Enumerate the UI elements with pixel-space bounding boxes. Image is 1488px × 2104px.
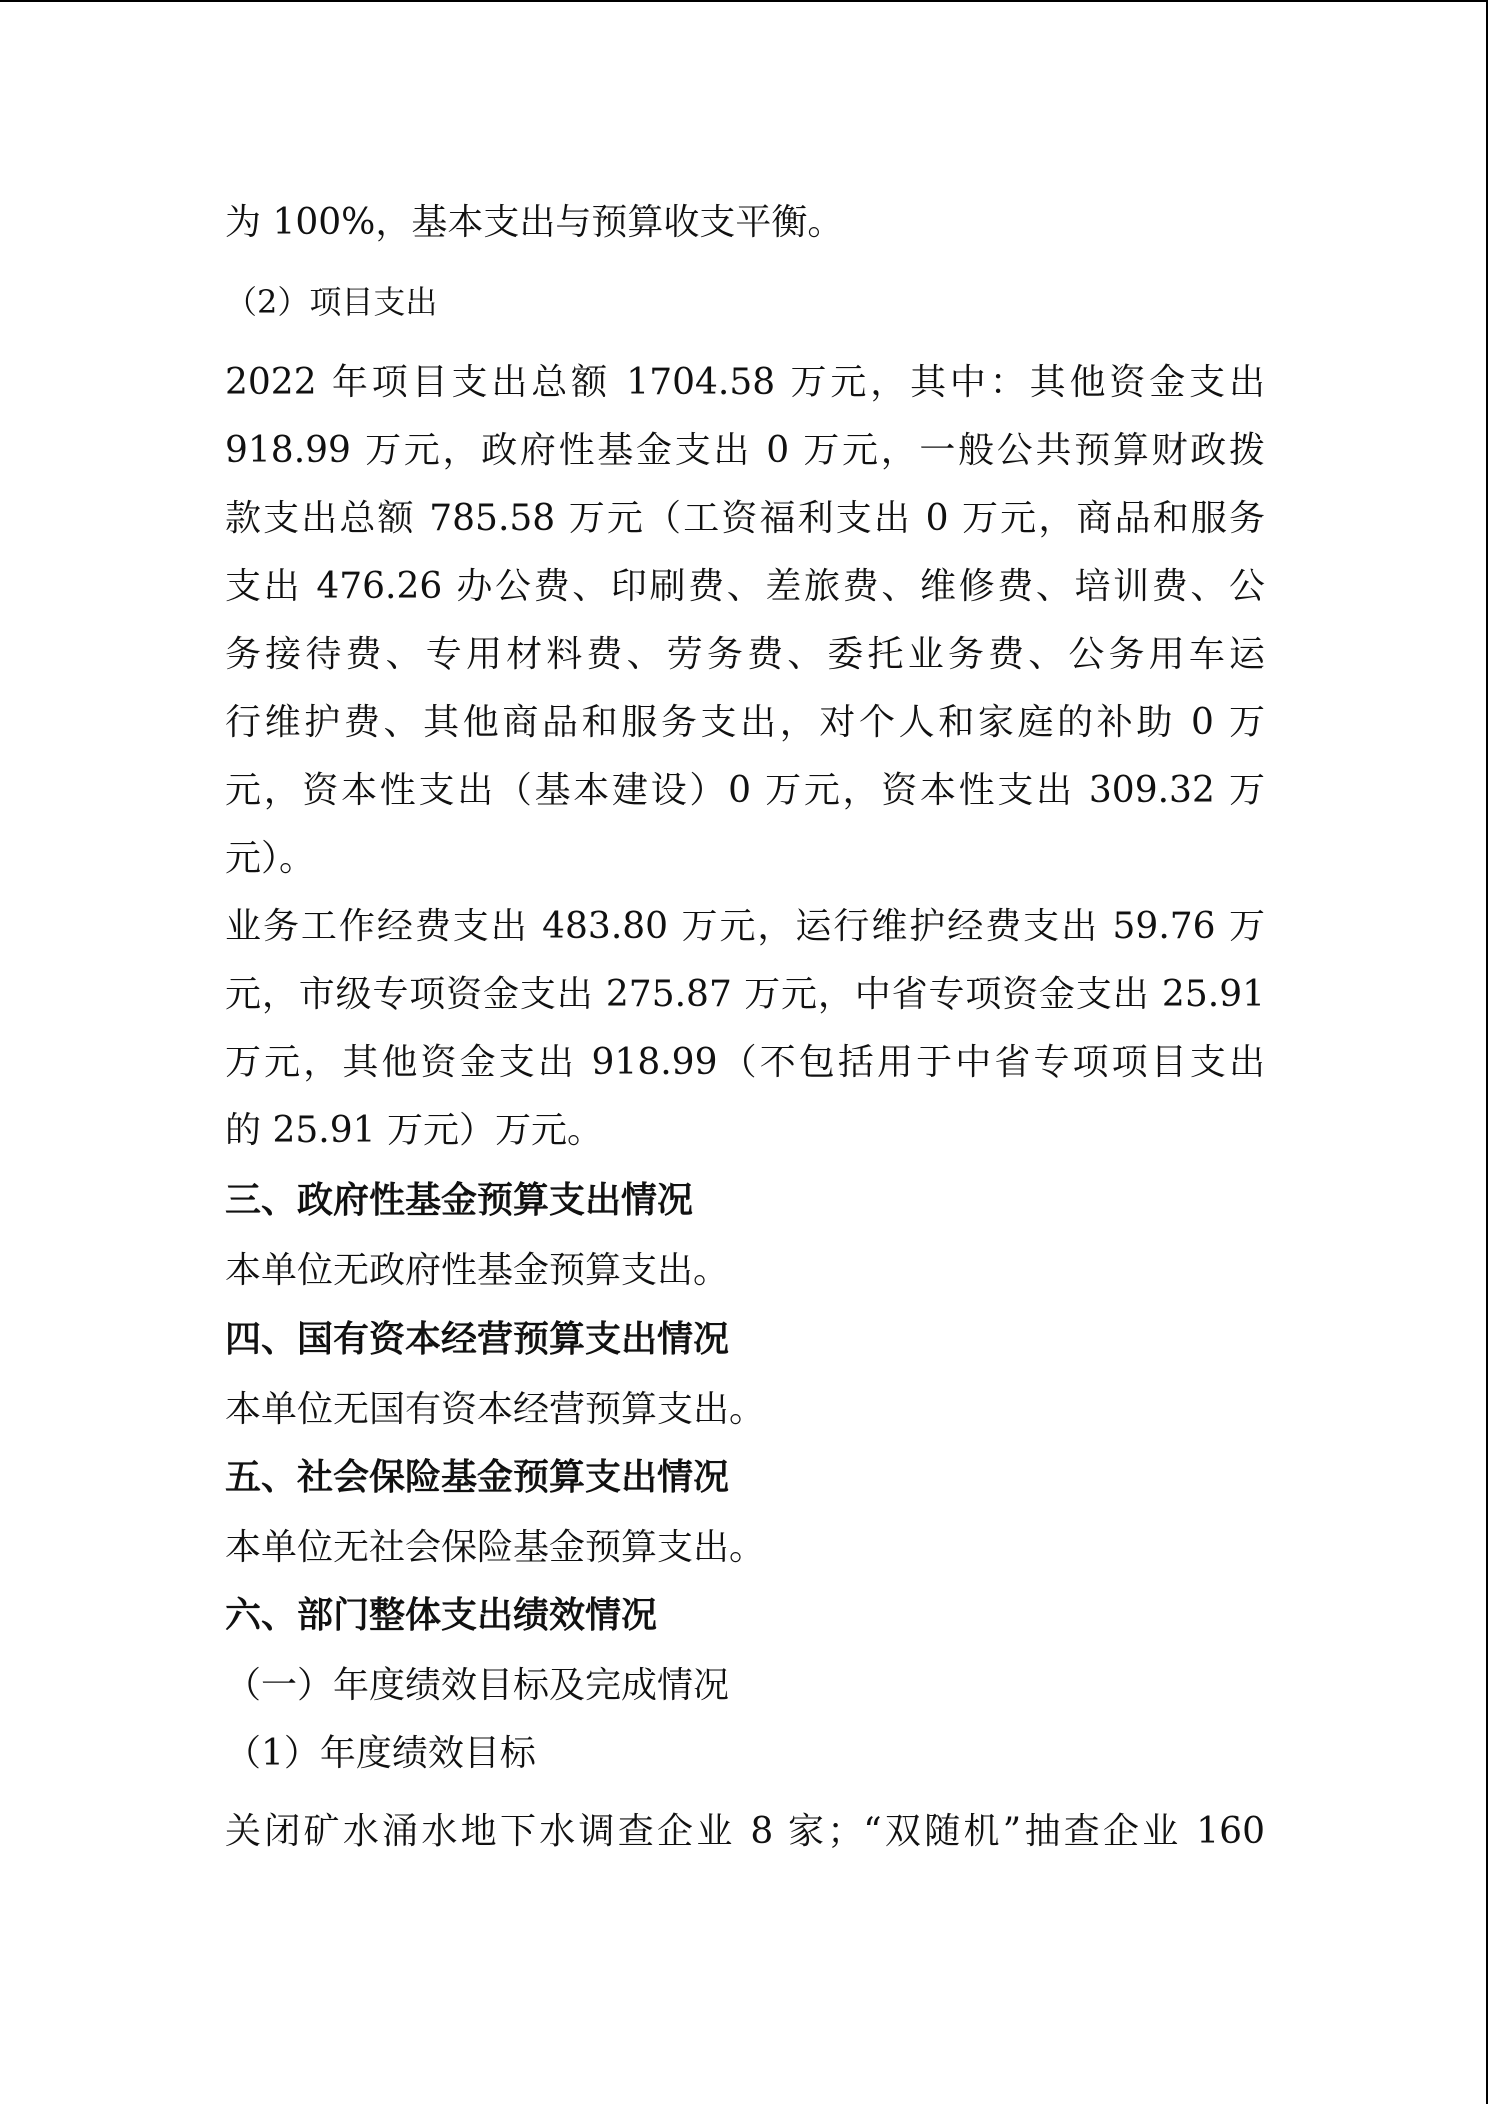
paragraph-line: 元，资本性支出（基本建设）0 万元，资本性支出 309.32 万 [225,770,1265,811]
paragraph-line: 本单位无政府性基金预算支出。 [225,1250,730,1291]
paragraph-line: 为 100%，基本支出与预算收支平衡。 [225,202,844,243]
subsection-heading: （1）年度绩效目标 [225,1733,536,1774]
paragraph-line: 务接待费、专用材料费、劳务费、委托业务费、公务用车运 [225,634,1265,675]
paragraph-line: 本单位无国有资本经营预算支出。 [225,1389,766,1430]
section-heading: 三、政府性基金预算支出情况 [225,1180,694,1221]
paragraph-line: 行维护费、其他商品和服务支出，对个人和家庭的补助 0 万 [225,702,1265,743]
paragraph-line: 元，市级专项资金支出 275.87 万元，中省专项资金支出 25.91 [225,974,1265,1015]
section-heading: 五、社会保险基金预算支出情况 [225,1457,730,1498]
paragraph-line: 款支出总额 785.58 万元（工资福利支出 0 万元，商品和服务 [225,498,1265,539]
paragraph-line: 918.99 万元，政府性基金支出 0 万元，一般公共预算财政拨 [225,430,1265,471]
subsection-heading: （2）项目支出 [225,283,438,321]
subsection-heading: （一）年度绩效目标及完成情况 [225,1665,730,1706]
paragraph-line: 关闭矿水涌水地下水调查企业 8 家；“双随机”抽查企业 160 [225,1811,1265,1852]
paragraph-line: 本单位无社会保险基金预算支出。 [225,1527,766,1568]
paragraph-line: 业务工作经费支出 483.80 万元，运行维护经费支出 59.76 万 [225,906,1265,947]
paragraph-line: 万元，其他资金支出 918.99（不包括用于中省专项项目支出 [225,1042,1265,1083]
paragraph-line: 的 25.91 万元）万元。 [225,1110,603,1151]
section-heading: 六、部门整体支出绩效情况 [225,1595,658,1636]
paragraph-line: 2022 年项目支出总额 1704.58 万元，其中：其他资金支出 [225,362,1265,403]
paragraph-line: 元）。 [225,838,316,879]
section-heading: 四、国有资本经营预算支出情况 [225,1319,730,1360]
paragraph-line: 支出 476.26 办公费、印刷费、差旅费、维修费、培训费、公 [225,566,1265,607]
